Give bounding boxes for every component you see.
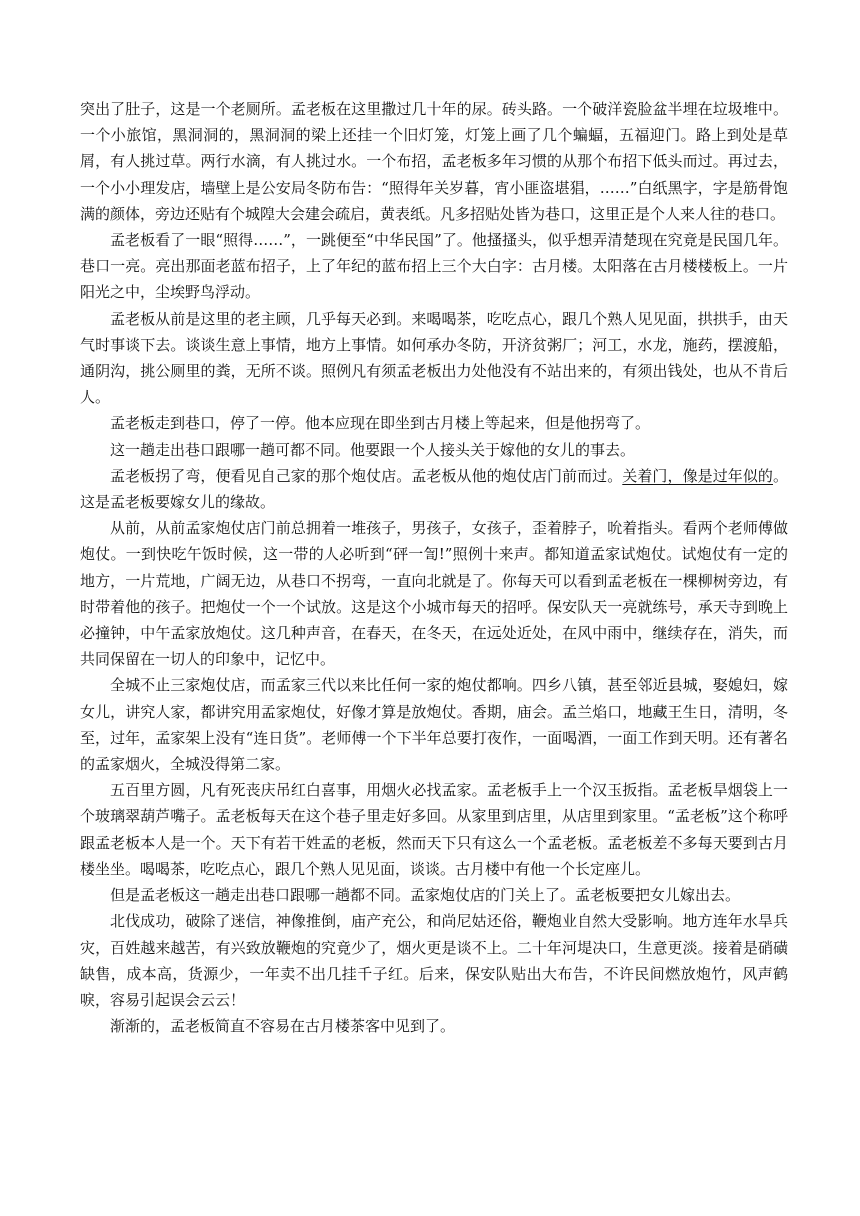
underlined-phrase: 关着门，像是过年似的: [622, 466, 773, 485]
paragraph-6: [80, 463, 788, 515]
paragraph-3: 孟老板从前是这里的老主顾，几乎每天必到。来喝喝茶，吃吃点心，跟几个熟人见见面，拱拱手，由天气时事谈下去。谈谈生意上事情，地方上事情。如何承办冬防，开济贫粥厂；河工，水龙，施药，摆渡船，通阴沟，挑公厕里的粪，无所不谈。照例凡有须孟老板出力处他没有不站出来的，有须出钱处，也从不肯后人。: [80, 309, 788, 407]
paragraph-11: 北伐成功，破除了迷信，神像推倒，庙产充公，和尚尼姑还俗，鞭炮业自然大受影响。地方连年水旱兵灾，百姓越来越苦，有兴致放鞭炮的究竟少了，烟火更是谈不上。二十年河堤决口，生意更淡。接着是硝磺缺售，成本高，货源少，一年卖不出几挂千子红。后来，保安队贴出大布告，不许民间燃放炮竹，风声鹤唳，容易引起误会云云！: [80, 912, 788, 1009]
paragraph-2: 孟老板看了一眼“照得……”，一跳便至“中华民国”了。他搔搔头，似乎想弄清楚现在究竟是民国几年。巷口一亮。亮出那面老蓝布招子，上了年纪的蓝布招上三个大白字：古月楼。太阳落在古月楼楼板上。一片阳光之中，尘埃野鸟浮动。: [80, 231, 788, 302]
paragraph-6-text-after: 。这是孟老板要嫁女儿的缘故。: [80, 466, 788, 512]
paragraph-8: 全城不止三家炮仗店，而孟家三代以来比任何一家的炮仗都响。四乡八镇，甚至邻近县城，娶媳妇，嫁女儿，讲究人家，都讲究用孟家炮仗，好像才算是放炮仗。香期，庙会。孟兰焰口，地藏王生日，清明，冬至，过年，孟家架上没有“连日货”。老师傅一个下半年总要打夜作，一面喝酒，一面工作到天明。还有著名的孟家烟火，全城没得第二家。: [80, 676, 788, 774]
paragraph-1: 突出了肚子，这是一个老厕所。孟老板在这里撒过几十年的尿。砖头路。一个破洋瓷脸盆半埋在垃圾堆中。一个小旅馆，黑洞洞的，黑洞洞的梁上还挂一个旧灯笼，灯笼上画了几个蝙蝠，五福迎门。路上到处是草屑，有人挑过草。两行水滴，有人挑过水。一个布招，孟老板多年习惯的从那个布招下低头而过。再过去，一个小小理发店，墙壁上是公安局冬防布告：“照得年关岁暮，宵小匪盗堪猖，……”白纸黑字，字是筋骨饱满的颜体，旁边还贴有个城隍大会建会疏启，黄表纸。凡多招贴处皆为巷口，这里正是个人来人往的巷口。: [80, 100, 788, 223]
paragraph-10: 但是孟老板这一趟走出巷口跟哪一趟都不同。孟家炮仗店的门关上了。孟老板要把女儿嫁出去。: [110, 886, 741, 905]
paragraph-6-text-before: 孟老板拐了弯，便看见自己家的那个炮仗店。孟老板从他的炮仗店门前而过。: [110, 466, 623, 485]
document-page: [80, 96, 788, 1039]
paragraph-12: 渐渐的，孟老板简直不容易在古月楼茶客中见到了。: [110, 1017, 456, 1036]
paragraph-9: 五百里方圆，凡有死丧庆吊红白喜事，用烟火必找孟家。孟老板手上一个汉玉扳指。孟老板旱烟袋上一个玻璃翠葫芦嘴子。孟老板每天在这个巷子里走好多回。从家里到店里，从店里到家里。“孟老板”这个称呼跟孟老板本人是一个。天下有若干姓孟的老板，然而天下只有这么一个孟老板。孟老板差不多每天要到古月楼坐坐。喝喝茶，吃吃点心，跟几个熟人见见面，谈谈。古月楼中有他一个长定座儿。: [80, 781, 788, 878]
paragraph-4: 孟老板走到巷口，停了一停。他本应现在即坐到古月楼上等起来，但是他拐弯了。: [110, 414, 651, 433]
paragraph-5: 这一趟走出巷口跟哪一趟可都不同。他要跟一个人接头关于嫁他的女儿的事去。: [110, 440, 636, 459]
paragraph-7: 从前，从前孟家炮仗店门前总拥着一堆孩子，男孩子，女孩子，歪着脖子，吮着指头。看两个老师傅做炮仗。一到快吃午饭时候，这一带的人必听到“砰一訇!”照例十来声。都知道孟家试炮仗。试炮仗有一定的地方，一片荒地，广阔无边，从巷口不拐弯，一直向北就是了。你每天可以看到孟老板在一棵柳树旁边，有时带着他的孩子。把炮仗一个一个试放。这是这个小城市每天的招呼。保安队天一亮就练号，承天寺到晚上必撞钟，中午孟家放炮仗。这几种声音，在春天，在冬天，在远处近处，在风中雨中，继续存在，消失，而共同保留在一切人的印象中，记忆中。: [80, 519, 788, 669]
